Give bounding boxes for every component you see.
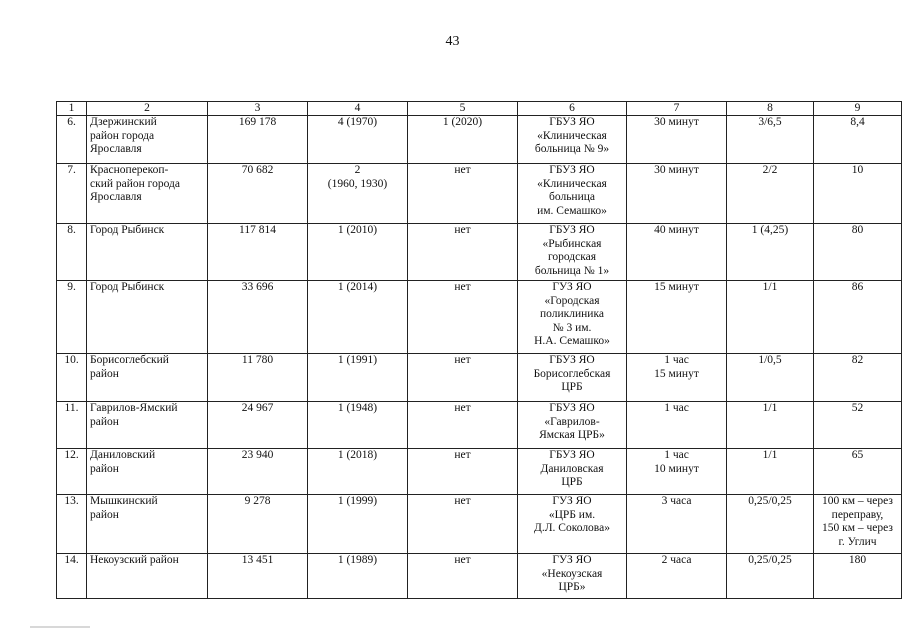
column-5-cell <box>408 224 518 281</box>
time-line: 10 минут <box>654 462 699 475</box>
table-row <box>57 164 902 224</box>
column-header: 6 <box>518 102 627 116</box>
name-line: район <box>90 415 119 428</box>
institution-line: Д.Л. Соколова» <box>534 522 610 534</box>
row-number-cell: 14. <box>57 554 87 599</box>
column-5-cell <box>408 164 518 224</box>
c9-line: 86 <box>851 281 864 293</box>
row-number-cell: 9. <box>57 281 87 354</box>
name-line: район <box>90 462 119 475</box>
row-number-cell: 13. <box>57 495 87 554</box>
c9-line: 52 <box>851 402 864 414</box>
name-line: Гаврилов-Ямский <box>90 402 178 414</box>
column-5-cell <box>408 354 518 402</box>
column-header: 9 <box>814 102 902 116</box>
name-line: Борисоглебский <box>90 354 169 366</box>
column-5-cell <box>408 402 518 449</box>
c9-line: переправу, <box>831 508 884 521</box>
time-line: 1 час <box>664 449 689 461</box>
column-4-cell <box>308 224 408 281</box>
name-line: Мышкинский <box>90 495 158 507</box>
column-5-cell <box>408 116 518 164</box>
c9-line: 80 <box>851 224 864 236</box>
column-5-cell <box>408 449 518 495</box>
institution-cell <box>518 554 627 599</box>
institution-cell <box>518 281 627 354</box>
time-line: 2 часа <box>661 554 692 566</box>
c4-line: 1 (2010) <box>337 224 378 236</box>
distance-cell <box>814 449 902 495</box>
institution-line: им. Семашко» <box>537 204 607 217</box>
district-name-cell <box>87 281 208 354</box>
c4-line: 1 (1989) <box>337 554 378 566</box>
row-number-cell: 11. <box>57 402 87 449</box>
population-cell: 13 451 <box>208 554 308 599</box>
column-8-cell: 0,25/0,25 <box>727 495 814 554</box>
institution-line: ЦРБ <box>561 476 583 488</box>
institution-line: ГУЗ ЯО <box>552 281 592 293</box>
time-line: 3 часа <box>661 495 692 507</box>
time-line: 30 минут <box>654 164 699 176</box>
column-8-cell: 1/1 <box>727 449 814 495</box>
column-4-cell <box>308 164 408 224</box>
column-5-cell <box>408 554 518 599</box>
page-number: 43 <box>445 34 460 49</box>
table-row <box>57 449 902 495</box>
name-line: Дзержинский <box>90 116 157 128</box>
distance-cell <box>814 164 902 224</box>
institution-line: «Некоузская <box>541 567 603 580</box>
c5-line: нет <box>454 281 471 293</box>
institution-line: ГБУЗ ЯО <box>549 164 595 176</box>
travel-time-cell <box>627 554 727 599</box>
travel-time-cell <box>627 354 727 402</box>
c9-line: 100 км – через <box>822 495 893 507</box>
table-header-row <box>57 102 902 116</box>
population-cell: 11 780 <box>208 354 308 402</box>
institution-line: больница № 1» <box>534 264 610 277</box>
c4-line: 1 (1999) <box>337 495 378 507</box>
name-line: район <box>90 508 119 521</box>
c4-line: 4 (1970) <box>337 116 378 128</box>
column-8-cell: 0,25/0,25 <box>727 554 814 599</box>
institution-cell <box>518 354 627 402</box>
population-cell: 23 940 <box>208 449 308 495</box>
column-5-cell <box>408 495 518 554</box>
name-line: Ярославля <box>90 143 142 155</box>
column-4-cell <box>308 495 408 554</box>
institution-line: № 3 им. <box>552 321 592 334</box>
institution-line: поликлиника <box>540 308 604 320</box>
table-row <box>57 281 902 354</box>
institution-line: ГУЗ ЯО <box>552 495 592 507</box>
c5-line: нет <box>454 164 471 176</box>
column-8-cell: 1/1 <box>727 281 814 354</box>
column-4-cell <box>308 402 408 449</box>
institution-line: ГБУЗ ЯО <box>549 224 595 236</box>
distance-cell <box>814 354 902 402</box>
distance-cell <box>814 281 902 354</box>
population-cell: 9 278 <box>208 495 308 554</box>
c4-line: 2 <box>354 164 361 176</box>
district-name-cell <box>87 354 208 402</box>
column-4-cell <box>308 116 408 164</box>
population-cell: 117 814 <box>208 224 308 281</box>
district-name-cell <box>87 554 208 599</box>
table-row <box>57 224 902 281</box>
travel-time-cell <box>627 281 727 354</box>
c9-line: 82 <box>851 354 864 366</box>
c5-line: нет <box>454 449 471 461</box>
column-header: 5 <box>408 102 518 116</box>
institution-line: ГБУЗ ЯО <box>549 116 595 128</box>
institution-cell <box>518 116 627 164</box>
institution-line: ГБУЗ ЯО <box>549 354 595 366</box>
institution-line: «Рыбинская <box>542 237 602 250</box>
name-line: район города <box>90 129 155 142</box>
population-cell: 70 682 <box>208 164 308 224</box>
institution-line: «Гаврилов- <box>544 415 600 428</box>
c4-line: 1 (2018) <box>337 449 378 461</box>
population-cell: 24 967 <box>208 402 308 449</box>
institution-line: больница № 9» <box>534 143 610 155</box>
distance-cell <box>814 116 902 164</box>
travel-time-cell <box>627 224 727 281</box>
distance-cell <box>814 554 902 599</box>
column-header: 7 <box>627 102 727 116</box>
time-line: 30 минут <box>654 116 699 128</box>
travel-time-cell <box>627 449 727 495</box>
row-number-cell: 8. <box>57 224 87 281</box>
c5-line: нет <box>454 224 471 236</box>
c5-line: нет <box>454 495 471 507</box>
column-5-cell <box>408 281 518 354</box>
district-name-cell <box>87 116 208 164</box>
column-header: 2 <box>87 102 208 116</box>
row-number-cell: 12. <box>57 449 87 495</box>
name-line: Город Рыбинск <box>90 224 165 236</box>
table-row <box>57 495 902 554</box>
district-name-cell <box>87 402 208 449</box>
c4-line: (1960, 1930) <box>327 177 388 190</box>
column-8-cell: 1 (4,25) <box>727 224 814 281</box>
c9-line: г. Углич <box>838 535 877 548</box>
institution-cell <box>518 224 627 281</box>
column-header: 1 <box>57 102 87 116</box>
institution-line: ЦРБ» <box>558 581 586 593</box>
time-line: 40 минут <box>654 224 699 236</box>
column-4-cell <box>308 554 408 599</box>
table-row <box>57 554 902 599</box>
c4-line: 1 (1991) <box>337 354 378 366</box>
time-line: 1 час <box>664 354 689 366</box>
c5-line: нет <box>454 354 471 366</box>
data-table <box>56 101 902 599</box>
c5-line: нет <box>454 554 471 566</box>
name-line: Город Рыбинск <box>90 281 165 293</box>
c9-line: 180 <box>848 554 867 566</box>
institution-cell <box>518 402 627 449</box>
district-name-cell <box>87 164 208 224</box>
c9-line: 150 км – через <box>822 522 893 534</box>
column-4-cell <box>308 449 408 495</box>
table-row <box>57 402 902 449</box>
table-row <box>57 116 902 164</box>
page-edge-mark <box>30 626 90 628</box>
institution-cell <box>518 449 627 495</box>
district-name-cell <box>87 224 208 281</box>
travel-time-cell <box>627 402 727 449</box>
column-header: 8 <box>727 102 814 116</box>
column-4-cell <box>308 354 408 402</box>
institution-line: «ЦРБ им. <box>548 508 596 521</box>
c9-line: 65 <box>851 449 864 461</box>
column-header: 3 <box>208 102 308 116</box>
column-header: 4 <box>308 102 408 116</box>
time-line: 15 минут <box>654 367 699 380</box>
distance-cell <box>814 402 902 449</box>
column-8-cell: 3/6,5 <box>727 116 814 164</box>
table-row <box>57 354 902 402</box>
column-8-cell: 1/0,5 <box>727 354 814 402</box>
c9-line: 10 <box>851 164 864 176</box>
c5-line: нет <box>454 402 471 414</box>
travel-time-cell <box>627 164 727 224</box>
population-cell: 169 178 <box>208 116 308 164</box>
institution-line: Н.А. Семашко» <box>534 335 610 347</box>
c9-line: 8,4 <box>850 116 865 128</box>
institution-line: городская <box>547 251 597 263</box>
travel-time-cell <box>627 116 727 164</box>
population-cell: 33 696 <box>208 281 308 354</box>
institution-line: больница <box>549 191 595 203</box>
name-line: Некоузский район <box>90 554 179 566</box>
column-8-cell: 1/1 <box>727 402 814 449</box>
c4-line: 1 (2014) <box>337 281 378 293</box>
column-8-cell: 2/2 <box>727 164 814 224</box>
c5-line: 1 (2020) <box>442 116 483 128</box>
institution-line: «Клиническая <box>537 129 607 142</box>
table-body <box>57 116 902 599</box>
distance-cell <box>814 495 902 554</box>
institution-line: ГБУЗ ЯО <box>549 402 595 414</box>
row-number-cell: 10. <box>57 354 87 402</box>
row-number-cell: 6. <box>57 116 87 164</box>
institution-line: «Городская <box>544 294 600 307</box>
institution-cell <box>518 495 627 554</box>
name-line: ский район города <box>90 177 180 190</box>
institution-line: ГУЗ ЯО <box>552 554 592 566</box>
travel-time-cell <box>627 495 727 554</box>
institution-line: Даниловская <box>540 462 604 475</box>
name-line: Ярославля <box>90 191 142 203</box>
district-name-cell <box>87 495 208 554</box>
column-4-cell <box>308 281 408 354</box>
distance-cell <box>814 224 902 281</box>
institution-line: ЦРБ <box>561 381 583 393</box>
institution-line: «Клиническая <box>537 177 607 190</box>
row-number-cell: 7. <box>57 164 87 224</box>
institution-line: Борисоглебская <box>533 367 611 380</box>
district-name-cell <box>87 449 208 495</box>
institution-cell <box>518 164 627 224</box>
time-line: 1 час <box>664 402 689 414</box>
time-line: 15 минут <box>654 281 699 293</box>
institution-line: Ямская ЦРБ» <box>539 429 605 441</box>
name-line: район <box>90 367 119 380</box>
name-line: Даниловский <box>90 449 156 461</box>
institution-line: ГБУЗ ЯО <box>549 449 595 461</box>
c4-line: 1 (1948) <box>337 402 378 414</box>
name-line: Красноперекоп- <box>90 164 169 176</box>
